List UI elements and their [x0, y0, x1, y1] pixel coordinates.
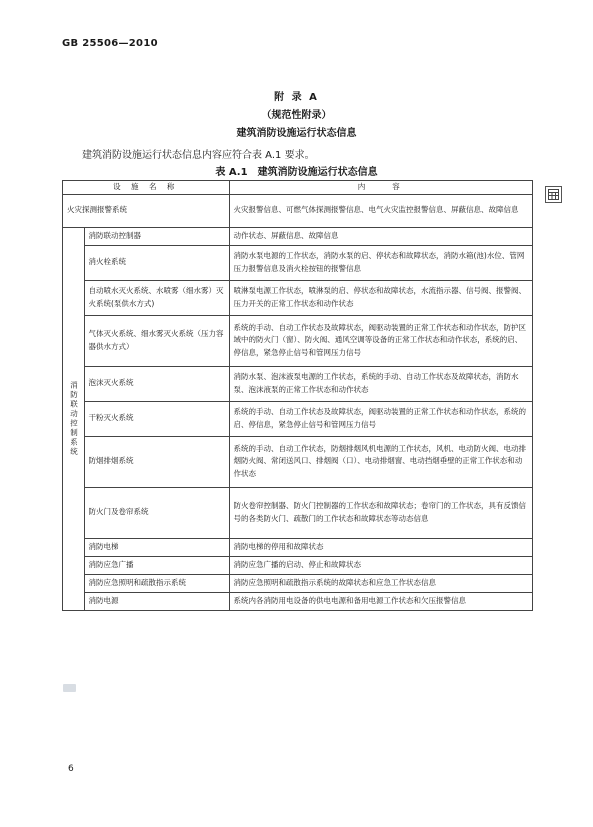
row-facility-name: 消防电梯 — [84, 538, 229, 556]
table-view-icon[interactable] — [545, 186, 562, 203]
table-row — [63, 574, 533, 592]
table-row — [63, 401, 533, 436]
status-info-table — [62, 180, 533, 611]
standard-code: GB 25506—2010 — [62, 38, 158, 49]
row-facility-name: 消火栓系统 — [84, 245, 229, 280]
row-content: 动作状态、屏蔽信息、故障信息 — [229, 227, 533, 245]
row-content: 消防电梯的停用和故障状态 — [229, 538, 533, 556]
watermark-stamp-icon — [63, 684, 76, 692]
table-view-icon-graphic — [548, 189, 559, 200]
row-facility-name: 干粉灭火系统 — [84, 401, 229, 436]
annex-heading: 附 录 A — [274, 92, 319, 103]
annex-normative-label: （规范性附录） — [261, 110, 332, 121]
row-content: 消防应急照明和疏散指示系统的故障状态和应急工作状态信息 — [229, 574, 533, 592]
table-row — [63, 227, 533, 245]
row-facility-name: 消防联动控制器 — [84, 227, 229, 245]
table-caption: 表 A.1 建筑消防设施运行状态信息 — [215, 167, 378, 178]
row-facility-name: 防烟排烟系统 — [84, 436, 229, 487]
row-content: 系统内各消防用电设备的供电电源和备用电源工作状态和欠压报警信息 — [229, 592, 533, 610]
table-row — [63, 245, 533, 280]
row-content: 火灾报警信息、可燃气体探测报警信息、电气火灾监控报警信息、屏蔽信息、故障信息 — [229, 194, 533, 227]
header-facility-name: 设 施 名 称 — [63, 181, 230, 195]
intro-paragraph: 建筑消防设施运行状态信息内容应符合表 A.1 要求。 — [82, 150, 315, 161]
row-facility-name: 自动喷水灭火系统、水喷雾（细水雾）灭火系统(泵供水方式) — [84, 280, 229, 315]
row-content: 系统的手动、自动工作状态及故障状态，阀驱动装置的正常工作状态和动作状态，系统的启、停信息，紧急停止信号和管网压力信号 — [229, 401, 533, 436]
row-facility-name: 消防电源 — [84, 592, 229, 610]
row-facility-name: 气体灭火系统、细水雾灭火系统（压力容器供水方式） — [84, 315, 229, 366]
annex-title: 建筑消防设施运行状态信息 — [236, 128, 357, 139]
row-content: 系统的手动、自动工作状态，防烟排烟风机电源的工作状态，风机、电动防火阀、电动排烟防火阀、常闭送风口、排烟阀（口）、电动排烟窗、电动挡烟垂壁的正常工作状态和动作状态 — [229, 436, 533, 487]
table-row — [63, 366, 533, 401]
table-row — [63, 592, 533, 610]
table-row — [63, 556, 533, 574]
table-row — [63, 315, 533, 366]
row-content: 喷淋泵电源工作状态，喷淋泵的启、停状态和故障状态，水流指示器、信号阀、报警阀、压力开关的正常工作状态和动作状态 — [229, 280, 533, 315]
row-facility-name: 防火门及卷帘系统 — [84, 487, 229, 538]
row-facility-name: 消防应急照明和疏散指示系统 — [84, 574, 229, 592]
table-header-row — [63, 181, 533, 195]
row-content: 消防应急广播的启动、停止和故障状态 — [229, 556, 533, 574]
row-facility-name: 火灾探测报警系统 — [63, 194, 230, 227]
table-row — [63, 194, 533, 227]
table-row — [63, 280, 533, 315]
row-content: 系统的手动、自动工作状态及故障状态，阀驱动装置的正常工作状态和动作状态，防护区域中的防火门（窗）、防火阀、通风空调等设备的正常工作状态和动作状态，系统的启、停信息，紧急停止信号和管网压力信号 — [229, 315, 533, 366]
row-facility-name: 泡沫灭火系统 — [84, 366, 229, 401]
row-content: 防火卷帘控制器、防火门控制器的工作状态和故障状态；卷帘门的工作状态，具有反馈信号的各类防火门、疏散门的工作状态和故障状态等动态信息 — [229, 487, 533, 538]
table-row — [63, 436, 533, 487]
table-row — [63, 487, 533, 538]
row-content: 消防水泵电源的工作状态，消防水泵的启、停状态和故障状态，消防水箱(池)水位、管网压力报警信息及消火栓按钮的报警信息 — [229, 245, 533, 280]
row-content: 消防水泵、泡沫液泵电源的工作状态，系统的手动、自动工作状态及故障状态，消防水泵、泡沫液泵的正常工作状态和动作状态 — [229, 366, 533, 401]
header-content: 内 容 — [229, 181, 533, 195]
table-row — [63, 538, 533, 556]
group-label-linkage-control: 消防联动控制系统 — [63, 227, 85, 610]
row-facility-name: 消防应急广播 — [84, 556, 229, 574]
page-number: 6 — [68, 764, 74, 774]
